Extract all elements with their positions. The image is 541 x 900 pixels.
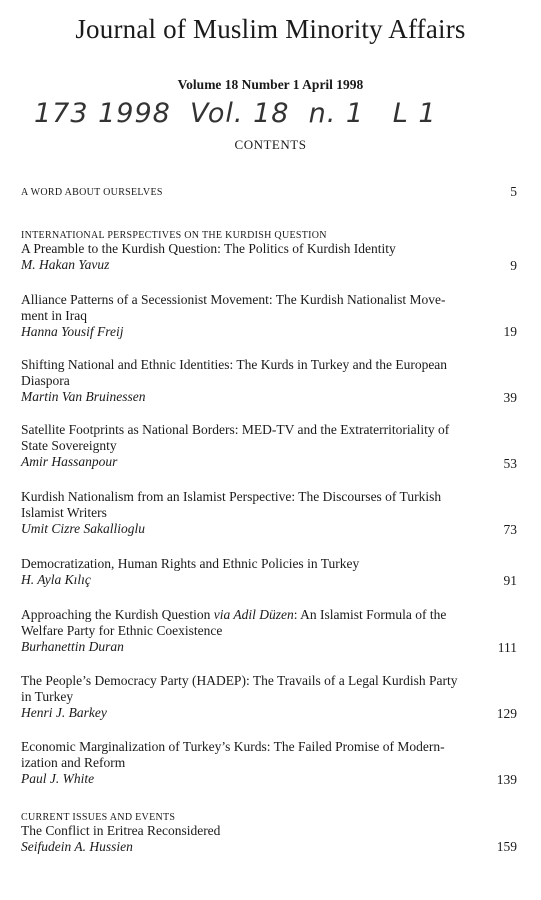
section-heading-text: INTERNATIONAL PERSPECTIVES ON THE KURDISH QUESTION [21, 230, 327, 241]
toc-entry-author: Umit Cizre Sakallioglu [21, 521, 145, 536]
toc-entry-title: The Conflict in Eritrea Reconsidered [21, 823, 221, 838]
toc-entry [21, 607, 521, 655]
toc-entry-author: M. Hakan Yavuz [21, 257, 110, 272]
section-heading-text: CURRENT ISSUES AND EVENTS [21, 812, 176, 823]
page-number: 139 [496, 772, 517, 787]
toc-entry-author: Henri J. Barkey [21, 705, 107, 720]
toc-entry-title: Democratization, Human Rights and Ethnic Policies in Turkey [21, 556, 360, 571]
page-number: 111 [497, 640, 517, 655]
toc-entry-intro [21, 185, 521, 201]
toc-entry-author: Martin Van Bruinessen [21, 389, 146, 404]
toc-entry-title: Shifting National and Ethnic Identities: The Kurds in Turkey and the European Diaspora [21, 357, 448, 388]
toc-entry-author: Hanna Yousif Freij [21, 324, 124, 339]
page-number: 129 [496, 706, 517, 721]
toc-entry-title-italic: via Adil Düzen [213, 607, 294, 622]
toc-entry-title: Economic Marginalization of Turkey’s Kurds: The Failed Promise of Modern-ization and Reform [21, 739, 445, 770]
toc-entry-title: A Preamble to the Kurdish Question: The Politics of Kurdish Identity [21, 241, 396, 256]
toc-entry [21, 422, 521, 470]
toc-entry-title-part: : An Islamist Formula of the Welfare Party for Ethnic Coexistence [21, 607, 447, 638]
page-number: 159 [496, 839, 517, 854]
toc-entry-title: A WORD ABOUT OURSELVES [21, 187, 163, 198]
toc-entry [21, 739, 521, 787]
toc-entry-author: Burhanettin Duran [21, 639, 124, 654]
handwritten-note: 173 1998 Vol. 18 n. 1 L 1 [34, 98, 437, 129]
toc-entry-title: Satellite Footprints as National Borders: MED-TV and the Extraterritoriality of State Sovereignty [21, 422, 450, 453]
toc-entry [21, 823, 521, 855]
journal-title: Journal of Muslim Minority Affairs [75, 14, 466, 44]
toc-entry-author: Amir Hassanpour [21, 454, 118, 469]
page-number: 5 [510, 184, 517, 199]
toc-entry-title-part: Approaching the Kurdish Question [21, 607, 214, 622]
page-number: 73 [503, 522, 517, 537]
toc-entry-title: Alliance Patterns of a Secessionist Movement: The Kurdish Nationalist Move-ment in Iraq [21, 292, 446, 323]
page-number: 9 [510, 258, 517, 273]
toc-entry-author: Seifudein A. Hussien [21, 839, 133, 854]
toc-entry-author: H. Ayla Kılıç [21, 572, 91, 587]
toc-entry [21, 292, 521, 340]
toc-entry [21, 489, 521, 537]
toc-entry-title [21, 607, 466, 639]
toc-entry-author: Paul J. White [21, 771, 95, 786]
toc-entry-title: Kurdish Nationalism from an Islamist Perspective: The Discourses of Turkish Islamist Writers [21, 489, 442, 520]
toc-entry [21, 241, 521, 273]
contents-heading: CONTENTS [234, 137, 307, 152]
page-number: 19 [503, 324, 517, 339]
toc-entry [21, 673, 521, 721]
toc-entry-title: The People’s Democracy Party (HADEP): The Travails of a Legal Kurdish Party in Turkey [21, 673, 458, 704]
toc-entry [21, 556, 521, 588]
page-number: 53 [503, 456, 517, 471]
issue-line: Volume 18 Number 1 April 1998 [177, 77, 364, 92]
page-number: 39 [503, 390, 517, 405]
toc-entry [21, 357, 521, 405]
page-number: 91 [503, 573, 517, 588]
